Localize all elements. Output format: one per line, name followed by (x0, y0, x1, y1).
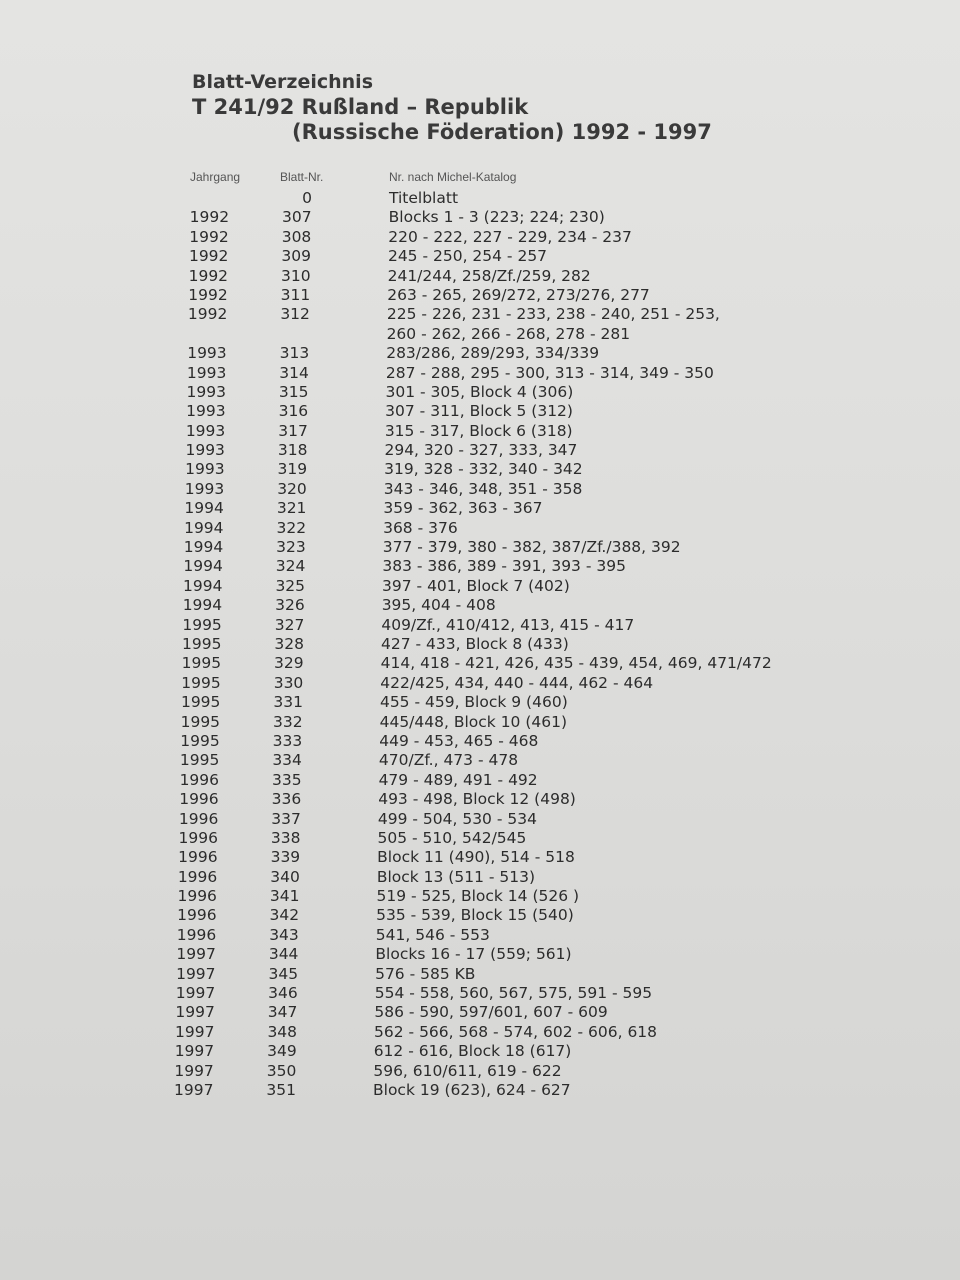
table-row (0, 887, 960, 906)
blatt-cell: 308 (281, 227, 312, 246)
year-cell: 1992 (189, 227, 229, 246)
year-cell: 1996 (177, 906, 217, 925)
blatt-cell: 346 (268, 984, 298, 1003)
table-row (0, 1023, 960, 1042)
year-cell: 1996 (177, 867, 218, 886)
blatt-cell: 329 (274, 654, 304, 673)
title-line-2: T 241/92 Rußland – Republik (192, 95, 529, 119)
year-cell: 1995 (180, 693, 221, 712)
table-row (0, 790, 960, 809)
table-row (0, 848, 960, 867)
blatt-cell: 343 (269, 925, 299, 944)
michel-nr-cell: 294, 320 - 327, 333, 347 (384, 441, 578, 460)
year-cell: 1993 (186, 363, 227, 382)
table-row (0, 267, 960, 286)
michel-nr-cell: Titelblatt (389, 189, 459, 207)
blatt-cell: 311 (280, 285, 311, 304)
table-row (0, 305, 960, 324)
michel-nr-cell: 470/Zf., 473 - 478 (378, 751, 519, 770)
table-row (0, 1062, 960, 1081)
table-row (0, 1003, 960, 1022)
blatt-cell: 316 (278, 402, 309, 421)
year-cell: 1992 (188, 247, 229, 266)
michel-nr-cell: 287 - 288, 295 - 300, 313 - 314, 349 - 350 (385, 363, 714, 382)
year-cell: 1993 (185, 441, 225, 460)
title-line-3: (Russische Föderation) 1992 - 1997 (292, 120, 712, 144)
blatt-cell: 324 (275, 557, 306, 576)
blatt-cell: 327 (274, 615, 305, 634)
table-row (0, 402, 960, 421)
year-cell: 1995 (182, 634, 222, 653)
michel-nr-cell: 479 - 489, 491 - 492 (378, 770, 538, 789)
michel-nr-cell: 422/425, 434, 440 - 444, 462 - 464 (380, 673, 654, 692)
year-cell: 1995 (180, 731, 220, 750)
table-row (0, 1081, 960, 1100)
blatt-cell: 345 (268, 964, 299, 983)
page-title (192, 70, 712, 145)
year-cell: 1992 (188, 285, 228, 304)
michel-nr-cell: 554 - 558, 560, 567, 575, 591 - 595 (374, 984, 653, 1003)
year-cell: 1994 (183, 538, 224, 557)
year-cell: 1993 (187, 344, 227, 363)
year-cell: 1996 (179, 790, 219, 809)
blatt-cell: 337 (271, 809, 301, 828)
table-row (0, 557, 960, 576)
year-cell: 1997 (175, 1003, 215, 1022)
year-cell: 1996 (178, 828, 218, 847)
michel-nr-cell: Block 13 (511 - 513) (376, 867, 536, 886)
blatt-cell: 328 (274, 634, 304, 653)
year-cell: 1992 (187, 305, 228, 324)
year-cell: 1993 (186, 402, 226, 421)
table-row (0, 247, 960, 266)
michel-nr-cell: 260 - 262, 266 - 268, 278 - 281 (386, 324, 631, 343)
michel-nr-cell: 414, 418 - 421, 426, 435 - 439, 454, 469, 471/472 (380, 654, 772, 673)
michel-nr-cell: 449 - 453, 465 - 468 (379, 731, 539, 750)
michel-nr-cell: 576 - 585 KB (375, 964, 476, 983)
year-cell: 1995 (179, 751, 220, 770)
michel-nr-cell: 343 - 346, 348, 351 - 358 (383, 479, 583, 498)
blatt-cell: 310 (281, 266, 311, 285)
year-cell: 1994 (184, 499, 224, 518)
michel-nr-cell: 395, 404 - 408 (381, 596, 496, 615)
year-cell: 1995 (181, 673, 221, 692)
header-michel-nr: Nr. nach Michel-Katalog (389, 170, 517, 184)
michel-nr-cell: 225 - 226, 231 - 233, 238 - 240, 251 - 253, (386, 305, 720, 324)
michel-nr-cell: 220 - 222, 227 - 229, 234 - 237 (388, 227, 632, 246)
michel-nr-cell: 241/244, 258/Zf./259, 282 (387, 266, 591, 285)
year-cell: 1997 (174, 1042, 215, 1061)
michel-nr-cell: 383 - 386, 389 - 391, 393 - 395 (382, 557, 626, 576)
table-row (0, 771, 960, 790)
michel-nr-cell: 505 - 510, 542/545 (377, 828, 527, 847)
table-row (0, 945, 960, 964)
blatt-cell: 323 (276, 538, 306, 557)
blatt-cell: 335 (271, 770, 302, 789)
table-row (0, 538, 960, 557)
blatt-cell: 325 (275, 576, 306, 595)
michel-nr-cell: Block 19 (623), 624 - 627 (373, 1080, 571, 1099)
michel-nr-cell: Blocks 16 - 17 (559; 561) (375, 945, 572, 964)
table-row (0, 189, 960, 208)
blatt-cell: 341 (269, 887, 300, 906)
table-row (0, 984, 960, 1003)
blatt-cell: 347 (267, 1003, 298, 1022)
michel-nr-cell: 315 - 317, Block 6 (318) (384, 421, 573, 440)
michel-nr-cell: 397 - 401, Block 7 (402) (382, 576, 570, 595)
michel-nr-cell: 562 - 566, 568 - 574, 602 - 606, 618 (374, 1022, 658, 1041)
year-cell: 1996 (179, 770, 220, 789)
michel-nr-cell: 427 - 433, Block 8 (433) (381, 634, 569, 653)
blatt-cell: 342 (269, 906, 300, 925)
title-line-1: Blatt-Verzeichnis (192, 71, 374, 93)
michel-nr-cell: 499 - 504, 530 - 534 (377, 809, 537, 828)
blatt-cell: 333 (272, 731, 303, 750)
blatt-cell: 331 (273, 693, 303, 712)
michel-nr-cell: Block 11 (490), 514 - 518 (377, 848, 575, 867)
sheet-index-table (0, 189, 960, 1100)
table-row (0, 228, 960, 247)
michel-nr-cell: Blocks 1 - 3 (223; 224; 230) (388, 208, 605, 227)
blatt-cell: 338 (270, 828, 301, 847)
table-row (0, 965, 960, 984)
year-cell: 1997 (176, 945, 216, 964)
year-cell: 1996 (178, 809, 219, 828)
table-row (0, 713, 960, 732)
michel-nr-cell: 455 - 459, Block 9 (460) (379, 693, 568, 712)
year-cell: 1997 (176, 964, 216, 983)
michel-nr-cell: 586 - 590, 597/601, 607 - 609 (374, 1003, 608, 1022)
blatt-cell: 321 (276, 499, 307, 518)
blatt-cell: 330 (273, 673, 304, 692)
year-cell: 1995 (180, 712, 221, 731)
table-row (0, 344, 960, 363)
blatt-cell: 339 (270, 848, 301, 867)
year-cell: 1994 (182, 596, 223, 615)
table-row (0, 926, 960, 945)
table-row (0, 441, 960, 460)
year-cell: 1992 (189, 208, 230, 227)
table-row (0, 383, 960, 402)
year-cell: 1993 (186, 382, 226, 401)
michel-nr-cell: 301 - 305, Block 4 (306) (385, 382, 574, 401)
table-row (0, 364, 960, 383)
year-cell: 1996 (177, 887, 217, 906)
blatt-cell: 344 (268, 945, 299, 964)
table-row (0, 325, 960, 344)
table-row (0, 674, 960, 693)
table-row (0, 460, 960, 479)
michel-nr-cell: 445/448, Block 10 (461) (379, 712, 568, 731)
year-cell: 1993 (185, 421, 226, 440)
blatt-cell: 0 (302, 189, 312, 207)
blatt-cell: 319 (277, 460, 308, 479)
table-row (0, 616, 960, 635)
year-cell: 1997 (174, 1080, 214, 1099)
blatt-cell: 332 (273, 712, 303, 731)
header-blatt: Blatt-Nr. (280, 170, 324, 184)
michel-nr-cell: 307 - 311, Block 5 (312) (385, 402, 573, 421)
table-row (0, 906, 960, 925)
michel-nr-cell: 283/286, 289/293, 334/339 (386, 344, 600, 363)
year-cell: 1997 (175, 984, 216, 1003)
blatt-cell: 326 (275, 596, 305, 615)
table-row (0, 654, 960, 673)
year-cell: 1993 (184, 479, 225, 498)
michel-nr-cell: 368 - 376 (383, 518, 458, 537)
michel-nr-cell: 612 - 616, Block 18 (617) (373, 1042, 572, 1061)
michel-nr-cell: 377 - 379, 380 - 382, 387/Zf./388, 392 (382, 538, 681, 557)
year-cell: 1994 (183, 557, 223, 576)
header-year: Jahrgang (190, 170, 241, 184)
blatt-cell: 322 (276, 518, 307, 537)
table-row (0, 1042, 960, 1061)
table-row (0, 499, 960, 518)
blatt-cell: 340 (270, 867, 300, 886)
blatt-cell: 315 (278, 382, 309, 401)
blatt-cell: 314 (279, 363, 309, 382)
blatt-cell: 336 (271, 790, 302, 809)
michel-nr-cell: 319, 328 - 332, 340 - 342 (384, 460, 583, 479)
table-row (0, 751, 960, 770)
blatt-cell: 313 (279, 344, 310, 363)
year-cell: 1997 (175, 1022, 215, 1041)
michel-nr-cell: 263 - 265, 269/272, 273/276, 277 (387, 285, 650, 304)
blatt-cell: 320 (277, 479, 307, 498)
table-row (0, 422, 960, 441)
michel-nr-cell: 245 - 250, 254 - 257 (387, 247, 548, 266)
table-row (0, 577, 960, 596)
year-cell: 1993 (185, 460, 225, 479)
michel-nr-cell: 409/Zf., 410/412, 413, 415 - 417 (381, 615, 635, 634)
year-cell: 1992 (188, 266, 229, 285)
table-row (0, 519, 960, 538)
michel-nr-cell: 519 - 525, Block 14 (526 ) (376, 887, 580, 906)
year-cell: 1996 (178, 848, 218, 867)
blatt-cell: 312 (280, 305, 310, 324)
year-cell: 1994 (183, 576, 223, 595)
year-cell: 1996 (176, 925, 217, 944)
table-row (0, 810, 960, 829)
michel-nr-cell: 535 - 539, Block 15 (540) (376, 906, 574, 925)
blatt-cell: 334 (272, 751, 302, 770)
table-row (0, 868, 960, 887)
table-row (0, 480, 960, 499)
table-row (0, 693, 960, 712)
blatt-cell: 309 (281, 247, 311, 266)
michel-nr-cell: 541, 546 - 553 (375, 925, 490, 944)
blatt-cell: 350 (266, 1061, 297, 1080)
year-cell: 1995 (181, 654, 222, 673)
blatt-cell: 351 (266, 1080, 296, 1099)
table-row (0, 208, 960, 227)
michel-nr-cell: 596, 610/611, 619 - 622 (373, 1061, 562, 1080)
column-headers (0, 170, 960, 186)
table-row (0, 829, 960, 848)
year-cell: 1997 (174, 1061, 214, 1080)
blatt-cell: 348 (267, 1022, 298, 1041)
table-row (0, 286, 960, 305)
table-row (0, 732, 960, 751)
blatt-cell: 318 (277, 441, 308, 460)
blatt-cell: 317 (278, 421, 308, 440)
table-row (0, 596, 960, 615)
michel-nr-cell: 493 - 498, Block 12 (498) (378, 790, 576, 809)
blatt-cell: 307 (282, 208, 312, 227)
table-row (0, 635, 960, 654)
michel-nr-cell: 359 - 362, 363 - 367 (383, 499, 543, 518)
year-cell: 1995 (182, 615, 222, 634)
blatt-cell: 349 (267, 1042, 297, 1061)
year-cell: 1994 (184, 518, 224, 537)
